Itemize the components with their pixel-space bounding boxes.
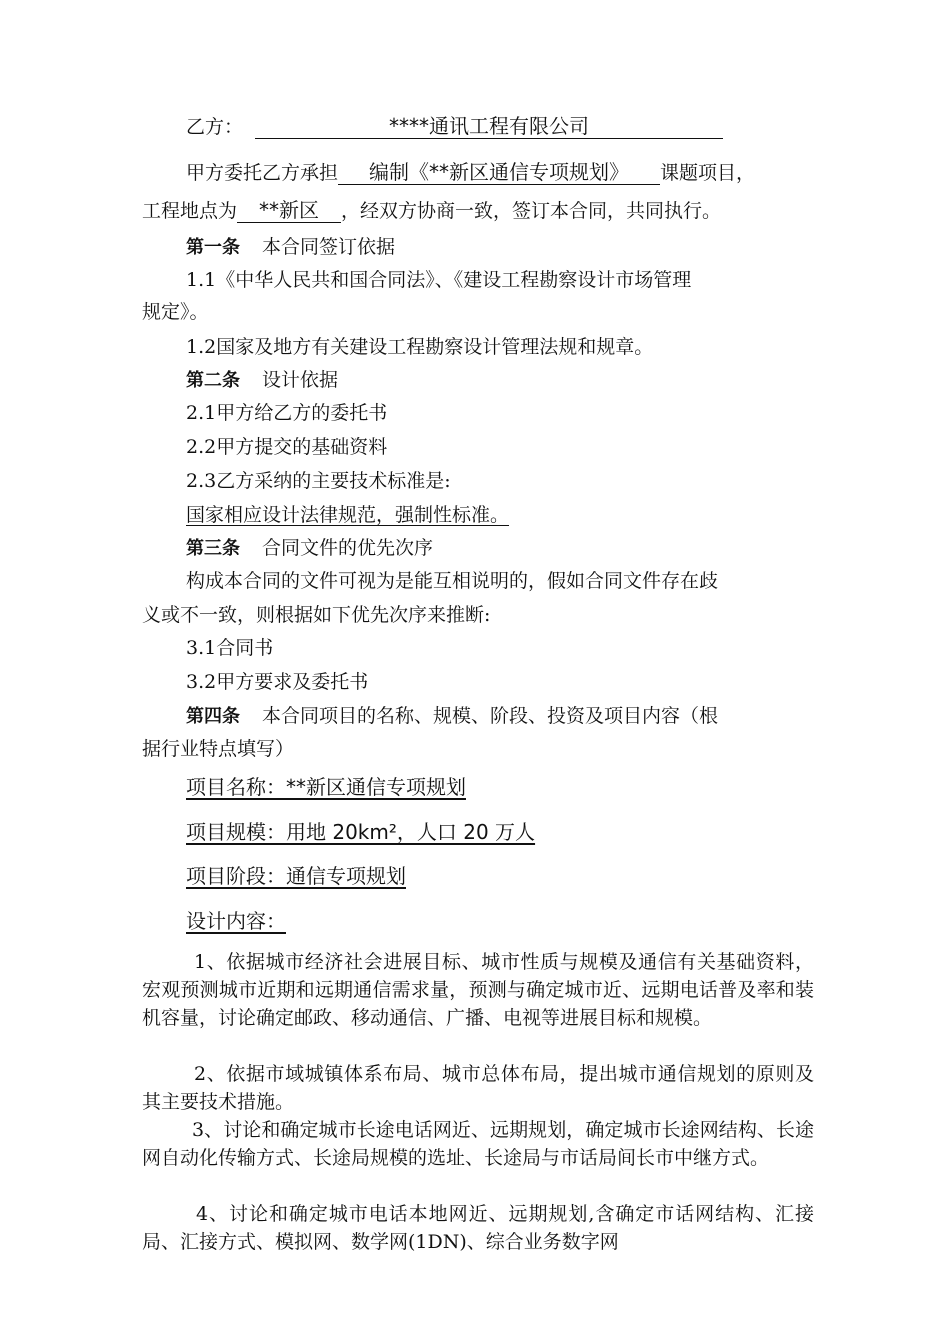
design-item-4: 4、讨论和确定城市电话本地网近、远期规划,含确定市话网结构、汇接局、汇接方式、模拟网、数学网(1DN)、综合业务数字网 (142, 1203, 814, 1253)
article-1-item-1: 1.1《中华人民共和国合同法》、《建设工程勘察设计市场管理 (186, 269, 692, 291)
article-1-heading (186, 232, 395, 263)
intro-location-label: 工程地点为 (142, 200, 238, 222)
article-3-body: 构成本合同的文件可视为是能互相说明的，假如合同文件存在歧 (186, 570, 719, 592)
intro-text-post: 课题项目， (660, 162, 756, 184)
article-title: 设计依据 (262, 369, 339, 391)
article-number: 第四条 (186, 706, 240, 727)
project-name: 项目名称：**新区通信专项规划 (186, 775, 466, 799)
design-content-label: 设计内容： (186, 909, 286, 933)
intro-text: 甲方委托乙方承担 (186, 162, 339, 184)
article-3-body-cont: 义或不一致，则根据如下优先次序来推断: (142, 604, 491, 626)
article-title: 本合同签订依据 (262, 236, 396, 258)
design-item-1: 1、依据城市经济社会进展目标、城市性质与规模及通信有关基础资料，宏观预测城市近期和远期通信需求量，预测与确定城市近、远期电话普及率和装机容量，讨论确定邮政、移动通信、广播、电视等进展目标和规模。 (142, 951, 814, 1029)
standards-text: 国家相应设计法律规范，强制性标准。 (186, 504, 510, 526)
article-2-heading (186, 365, 338, 396)
article-number: 第三条 (186, 538, 240, 559)
project-stage: 项目阶段：通信专项规划 (186, 864, 406, 888)
article-2-item-2: 2.2甲方提交的基础资料 (186, 436, 388, 458)
article-4-heading (186, 701, 718, 732)
design-item-3: 3、讨论和确定城市长途电话网近、远期规划，确定城市长途网结构、长途网自动化传输方式、长途局规模的选址、长途局与市话局间长市中继方式。 (142, 1119, 814, 1169)
intro-line-2 (142, 196, 721, 226)
intro-agreement-text: ，经双方协商一致，签订本合同，共同执行。 (341, 200, 722, 222)
article-1-item-2: 1.2国家及地方有关建设工程勘察设计管理法规和规章。 (186, 336, 654, 358)
article-number: 第二条 (186, 370, 240, 391)
article-3-heading (186, 533, 433, 564)
party-b-company: ****通讯工程有限公司 (255, 114, 723, 139)
intro-line-1 (186, 158, 755, 188)
party-b-line (186, 112, 723, 142)
article-1-item-1-cont: 规定》。 (142, 301, 209, 323)
article-3-item-1: 3.1合同书 (186, 637, 274, 659)
article-2-item-1: 2.1甲方给乙方的委托书 (186, 402, 388, 424)
location-field: **新区 (237, 198, 341, 223)
article-number: 第一条 (186, 237, 240, 258)
project-scale: 项目规模：用地 20km²，人口 20 万人 (186, 820, 536, 844)
article-3-item-2: 3.2甲方要求及委托书 (186, 671, 369, 693)
article-2-item-3: 2.3乙方采纳的主要技术标准是: (186, 470, 451, 492)
design-item-2: 2、依据市域城镇体系布局、城市总体布局，提出城市通信规划的原则及其主要技术措施。 (142, 1063, 814, 1113)
project-title-field: 编制《**新区通信专项规划》 (338, 160, 660, 185)
article-title: 合同文件的优先次序 (262, 537, 434, 559)
article-title: 本合同项目的名称、规模、阶段、投资及项目内容（根 (262, 705, 719, 727)
article-4-title-cont: 据行业特点填写） (142, 738, 295, 760)
party-b-label: 乙方： (186, 116, 244, 138)
